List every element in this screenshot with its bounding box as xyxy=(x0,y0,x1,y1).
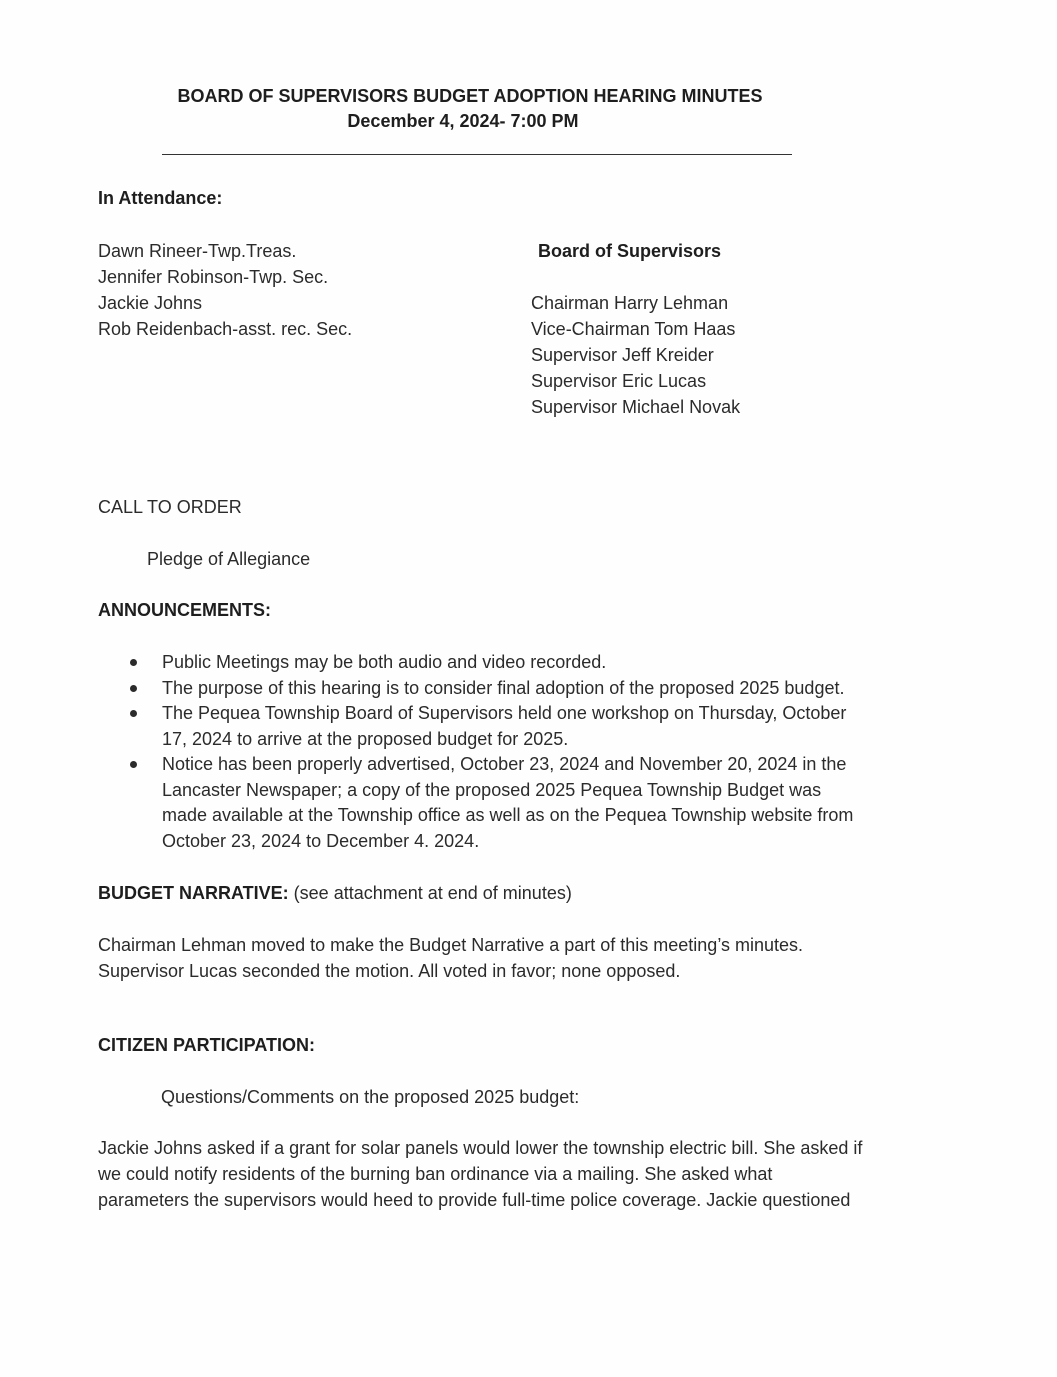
list-item xyxy=(130,701,930,752)
announcement-text: Public Meetings may be both audio and video recorded. xyxy=(162,652,607,672)
budget-narrative-motion: Chairman Lehman moved to make the Budget Narrative a part of this meeting’s minutes. Supervisor Lucas seconded the motion. All voted in favor; none opposed. xyxy=(98,935,804,981)
announcements-heading: ANNOUNCEMENTS: xyxy=(98,600,271,620)
board-list xyxy=(531,290,740,420)
board-member: Vice-Chairman Tom Haas xyxy=(531,319,736,339)
staff-member: Rob Reidenbach-asst. rec. Sec. xyxy=(98,319,353,339)
citizen-participation-subheading: Questions/Comments on the proposed 2025 budget: xyxy=(161,1087,580,1107)
call-to-order-heading: CALL TO ORDER xyxy=(98,497,242,517)
budget-narrative-line xyxy=(98,880,572,906)
board-heading: Board of Supervisors xyxy=(538,241,722,261)
list-item xyxy=(130,752,930,854)
staff-member: Dawn Rineer-Twp.Treas. xyxy=(98,241,297,261)
bullet-icon xyxy=(130,761,137,768)
list-item xyxy=(130,650,930,676)
budget-narrative-heading: BUDGET NARRATIVE: xyxy=(98,883,289,903)
bullet-icon xyxy=(130,659,137,666)
announcement-text: Notice has been properly advertised, October 23, 2024 and November 20, 2024 in the Lancaster Newspaper; a copy of the proposed 2025 Pequea Township Budget was made available at the Township office as well as on the Pequea Township website from October 23, 2024 to December 4. 2024. xyxy=(162,754,854,851)
attendance-heading: In Attendance: xyxy=(98,188,223,208)
citizen-participation-heading: CITIZEN PARTICIPATION: xyxy=(98,1035,315,1055)
board-member: Supervisor Eric Lucas xyxy=(531,371,707,391)
budget-narrative-note: (see attachment at end of minutes) xyxy=(288,883,572,903)
bullet-icon xyxy=(130,710,137,717)
board-member: Supervisor Jeff Kreider xyxy=(531,345,714,365)
board-member: Supervisor Michael Novak xyxy=(531,397,741,417)
announcement-text: The purpose of this hearing is to consider final adoption of the proposed 2025 budget. xyxy=(162,677,845,698)
pledge-item: Pledge of Allegiance xyxy=(147,549,311,569)
announcements-list xyxy=(130,650,930,854)
staff-member: Jackie Johns xyxy=(98,293,203,313)
meeting-date: December 4, 2024- 7:00 PM xyxy=(347,111,579,131)
title-divider xyxy=(162,154,792,155)
staff-member: Jennifer Robinson-Twp. Sec. xyxy=(98,267,329,287)
list-item xyxy=(130,676,930,702)
board-member: Chairman Harry Lehman xyxy=(531,293,729,313)
document-title: BOARD OF SUPERVISORS BUDGET ADOPTION HEARING MINUTES xyxy=(177,86,763,106)
staff-list xyxy=(98,238,352,342)
citizen-participation-text: Jackie Johns asked if a grant for solar panels would lower the township electric bill. She asked if we could notify residents of the burning ban ordinance via a mailing. She asked what parameters the supervisors would heed to provide full-time police coverage. Jackie questioned xyxy=(98,1138,863,1210)
announcement-text: The Pequea Township Board of Supervisors held one workshop on Thursday, October 17, 2024 to arrive at the proposed budget for 2025. xyxy=(162,703,847,749)
bullet-icon xyxy=(130,685,137,692)
